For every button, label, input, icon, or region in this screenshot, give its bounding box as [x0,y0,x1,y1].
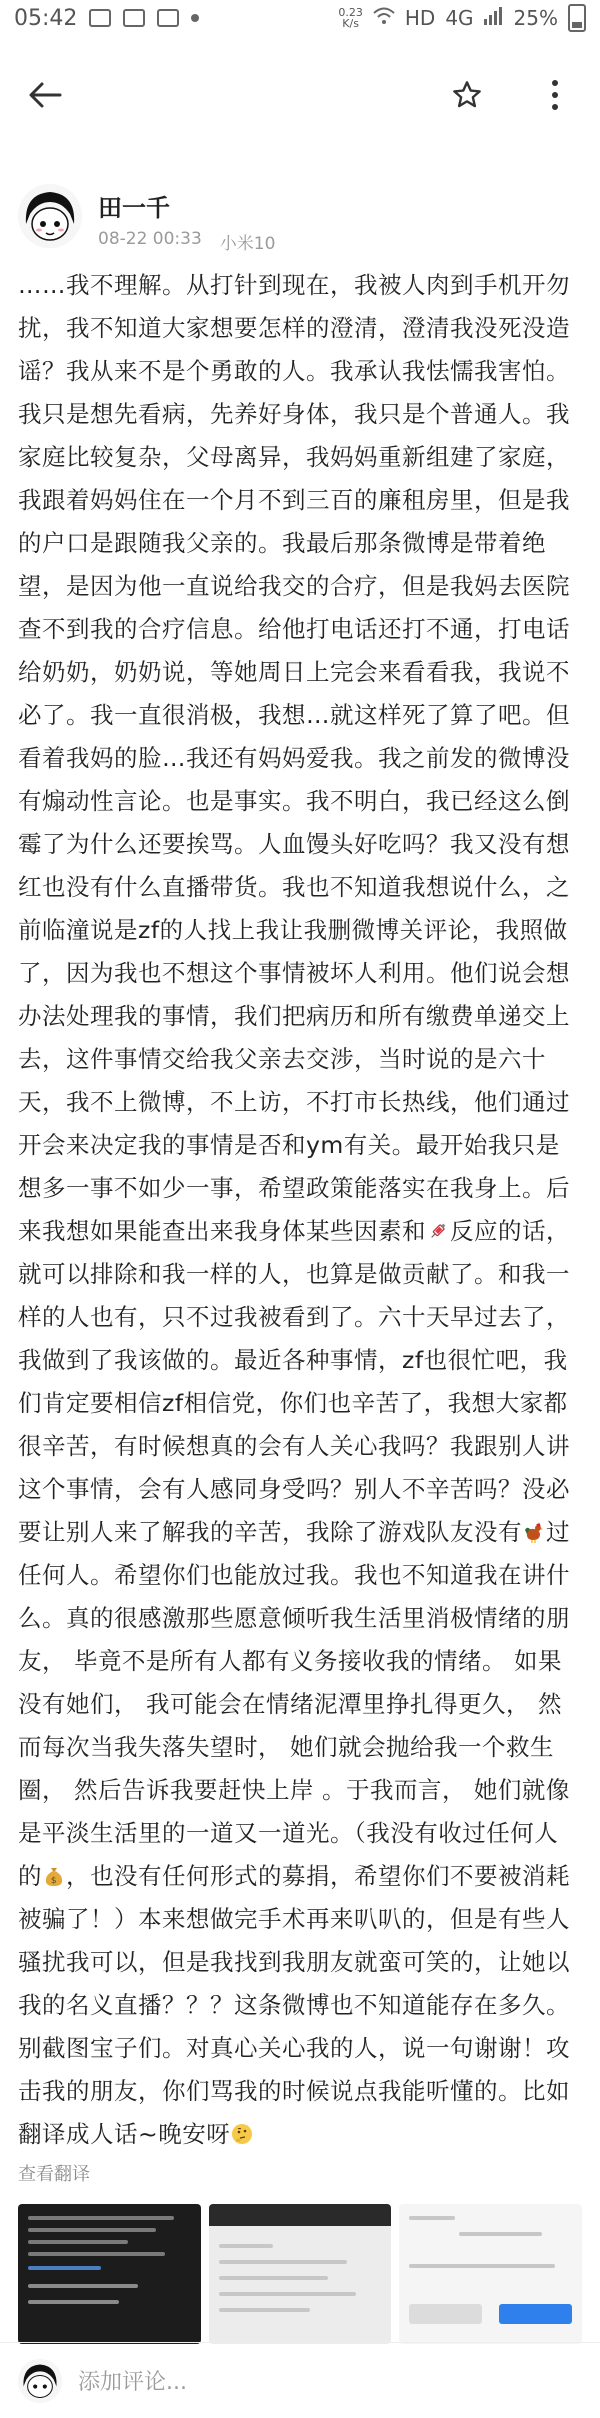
comment-input[interactable]: 添加评论... [78,2370,187,2395]
syringe-icon [426,1214,450,1238]
post-device: 小米10 [219,234,276,254]
comment-bar [0,2342,600,2418]
post-text [18,264,582,2156]
rooster-icon [522,1515,546,1539]
network-speed-value: 0.23 [338,6,363,19]
svg-text:$: $ [50,1876,58,1886]
gallery-icon [89,9,111,27]
avatar[interactable] [18,184,82,248]
status-time: 05:42 [14,5,78,31]
wifi-icon [373,6,395,30]
post-text-part-3: 过任何人。希望你们也能放过我。我也不知道我在讲什么。真的很感激那些愿意倾听我生活里消极情绪的朋友， 毕竟不是所有人都有义务接收我的情绪。 如果没有她们， 我可能会在情绪泥潭里挣扎得更久， 然而每次当我失落失望时， 她们就会抛给我一个救生圈， 然后告诉我要赶快上岸 。于我而言， 她们就像是平淡生活里的一道又一道光。（我没有收过任何人的 [18,1518,570,1890]
weather-icon [123,9,145,27]
status-bar [0,0,600,36]
back-icon[interactable] [22,72,68,118]
post-meta [98,229,275,254]
signal-icon [484,6,504,30]
translate-link[interactable]: 查看翻译 [18,2164,90,2185]
money-bag-icon [42,1859,66,1886]
post-text-part-4: ，也没有任何形式的募捐，希望你们不要被消耗被骗了！）本来想做完手术再来叭叭的，但是有些人骚扰我可以，但是我找到我朋友就蛮可笑的，让她以我的名义直播？？？这条微博也不知道能存在多久。别截图宝子们。对真心关心我的人，说一句谢谢！攻击我的朋友，你们骂我的时候说点我能听懂的。比如翻译成人话~晚安呀 [18,1862,570,2148]
network-speed-unit: K/s [342,17,359,30]
image-thumbnail-2[interactable] [209,2204,392,2344]
post-timestamp: 08-22 00:33 [98,229,202,249]
hd-label: HD [404,6,436,30]
nav-bar [0,36,600,154]
dot-icon [191,14,199,22]
image-thumbnail-1[interactable] [18,2204,201,2344]
more-vertical-icon[interactable] [532,72,578,118]
battery-icon [568,4,586,32]
thinking-face-icon [230,2117,254,2141]
status-left [14,6,199,31]
network-speed [338,7,363,29]
post-header [0,154,600,264]
network-type: 4G [445,6,474,30]
username[interactable]: 田一千 [98,194,170,222]
post-content [0,264,600,2156]
star-icon[interactable] [444,72,490,118]
image-thumbnail-3[interactable] [399,2204,582,2344]
image-grid [0,2196,600,2346]
battery-percent: 25% [513,6,558,30]
current-user-avatar [18,2359,62,2403]
post-text-part-2: 反应的话，就可以排除和我一样的人，也算是做贡献了。和我一样的人也有，只不过我被看到了。六十天早过去了，我做到了我该做的。最近各种事情，zf也很忙吧，我们肯定要相信zf相信党，你们也辛苦了，我想大家都很辛苦，有时候想真的会有人关心我吗？我跟别人讲这个事情，会有人感同身受吗？别人不辛苦吗？没必要让别人来了解我的辛苦，我除了游戏队友没有 [18,1217,570,1546]
post-text-part-1: ……我不理解。从打针到现在，我被人肉到手机开勿扰，我不知道大家想要怎样的澄清，澄清我没死没造谣？我从来不是个勇敢的人。我承认我怯懦我害怕。我只是想先看病，先养好身体，我只是个普通人。我家庭比较复杂，父母离异，我妈妈重新组建了家庭，我跟着妈妈住在一个月不到三百的廉租房里，但是我的户口是跟随我父亲的。我最后那条微博是带着绝望，是因为他一直说给我交的合疗，但是我妈去医院查不到我的合疗信息。给他打电话还打不通，打电话给奶奶，奶奶说，等她周日上完会来看看我，我说不必了。我一直很消极，我想…就这样死了算了吧。但看着我妈的脸…我还有妈妈爱我。我之前发的微博没有煽动性言论。也是事实。我不明白，我已经这么倒霉了为什么还要挨骂。人血馒头好吃吗？我又没有想红也没有什么直播带货。我也不知道我想说什么，之前临潼说是zf的人找上我让我删微博关评论，我照做了，因为我也不想这个事情被坏人利用。他们说会想办法处理我的事情，我们把病历和所有缴费单递交上去，这件事情交给我父亲去交涉，当时说的是六十天，我不上微博，不上访，不打市长热线，他们通过开会来决定我的事情是否和ym有关。最开始我只是想多一事不如少一事，希望政策能落实在我身上。后来我想如果能查出来我身体某些因素和 [18,271,570,1245]
status-right [338,4,586,32]
user-info [98,184,275,254]
notification-icon [157,9,179,27]
